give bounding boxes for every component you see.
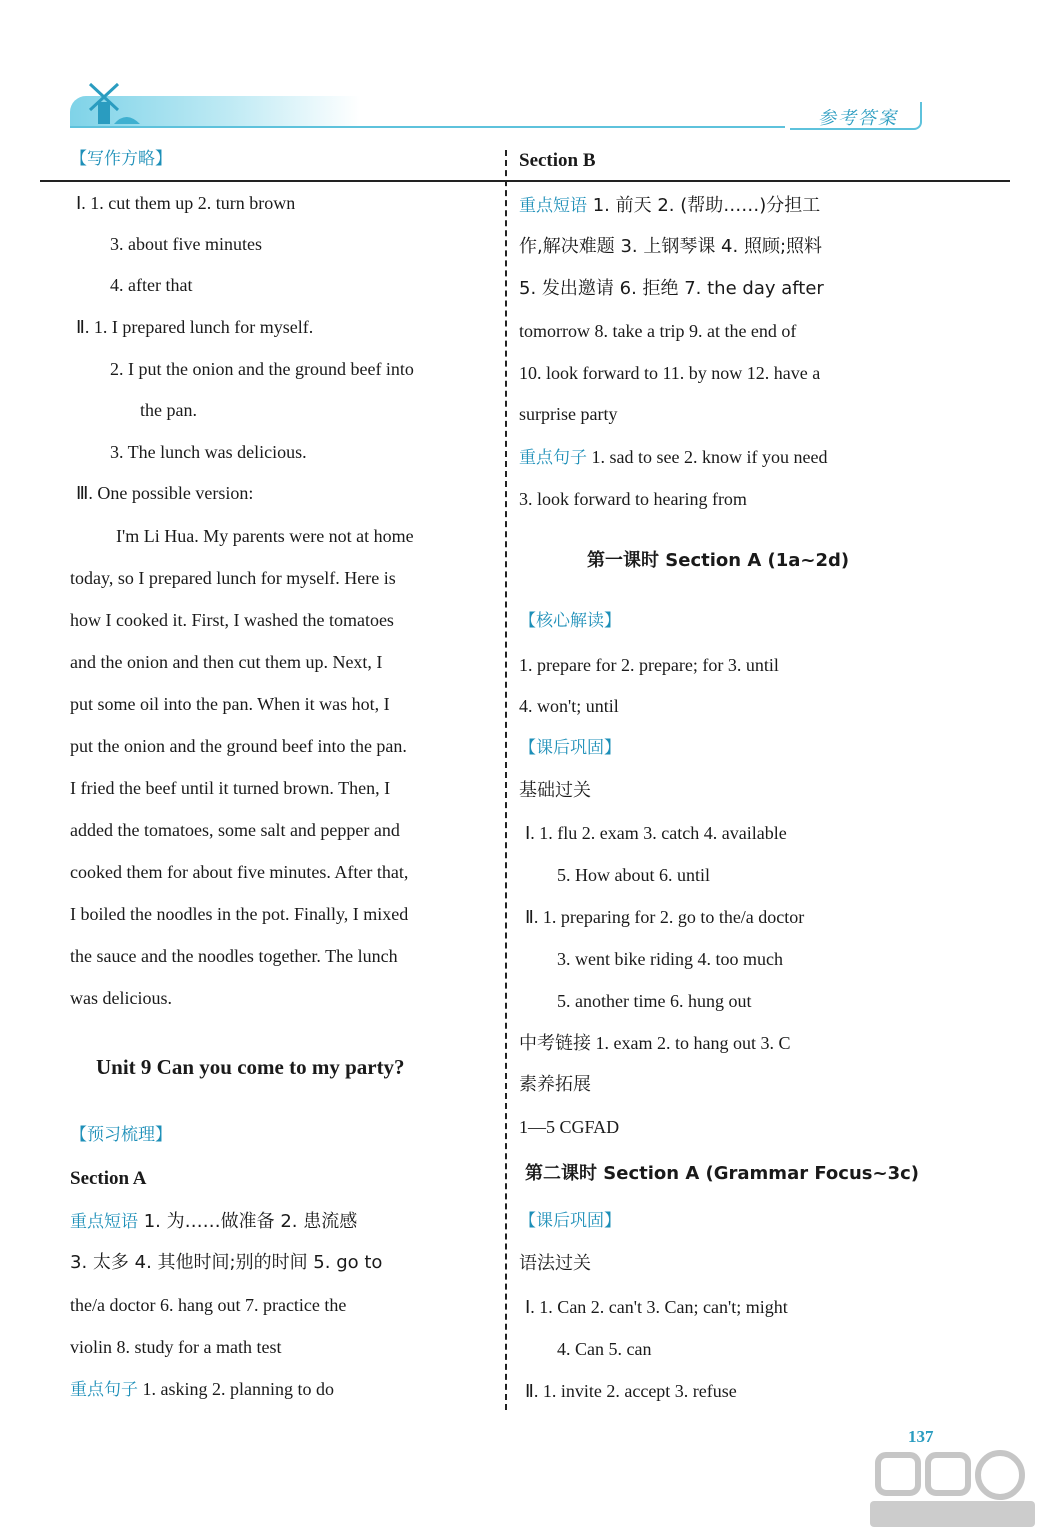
key-phrases-line: tomorrow 8. take a trip 9. at the end of: [519, 321, 797, 341]
column-top-rule: [40, 180, 1010, 182]
answer-line: 4. after that: [110, 275, 193, 295]
answer-line: 5. How about 6. until: [557, 865, 710, 885]
key-phrases-tag: 重点短语: [70, 1212, 138, 1232]
column-divider: [505, 150, 507, 1410]
key-phrases-line: 作,解决难题 3. 上钢琴课 4. 照顾;照料: [519, 236, 823, 257]
literacy-heading: 素养拓展: [519, 1074, 591, 1095]
answer-line: Ⅱ. 1. I prepared lunch for myself.: [76, 317, 314, 337]
answer-line: Ⅲ. One possible version:: [76, 483, 254, 503]
answer-line: 1—5 CGFAD: [519, 1117, 620, 1137]
answer-line: 3. went bike riding 4. too much: [557, 949, 783, 969]
essay-line: I'm Li Hua. My parents were not at home: [116, 526, 414, 546]
answer-line: 2. I put the onion and the ground beef into: [110, 359, 414, 379]
essay-line: I boiled the noodles in the pot. Finally, I mixed: [70, 904, 409, 924]
key-sentences-tag: 重点句子: [519, 448, 587, 468]
key-sentences-line: [519, 444, 827, 471]
essay-line: I fried the beef until it turned brown. Then, I: [70, 778, 391, 798]
essay-line: put the onion and the ground beef into the pan.: [70, 736, 407, 756]
answer-line: Ⅱ. 1. invite 2. accept 3. refuse: [525, 1381, 737, 1401]
key-sentences-text: 1. sad to see 2. know if you need: [587, 447, 828, 467]
essay-line: and the onion and then cut them up. Next, I: [70, 652, 383, 672]
windmill-icon: [78, 80, 148, 128]
lesson-2-title: 第二课时 Section A (Grammar Focus~3c): [525, 1163, 919, 1184]
page-number: 137: [908, 1427, 934, 1446]
answer-line: 3. about five minutes: [110, 234, 262, 254]
exam-link-text: 1. exam 2. to hang out 3. C: [591, 1033, 791, 1053]
answer-line: 5. another time 6. hung out: [557, 991, 752, 1011]
exam-link-label: 中考链接: [519, 1033, 591, 1054]
key-phrases-line: the/a doctor 6. hang out 7. practice the: [70, 1295, 347, 1315]
grammar-heading: 语法过关: [519, 1253, 591, 1274]
key-sentences-line: 3. look forward to hearing from: [519, 489, 747, 509]
writing-section-tag: 【写作方略】: [70, 149, 172, 169]
section-b-heading: Section B: [519, 150, 596, 171]
essay-line: added the tomatoes, some salt and pepper and: [70, 820, 400, 840]
key-phrases-tag: 重点短语: [519, 196, 587, 216]
exam-link-line: [519, 1030, 790, 1057]
watermark-logo-icon: [860, 1445, 1040, 1530]
key-phrases-text: 1. 前天 2. (帮助……)分担工: [587, 195, 821, 216]
after-class-tag: 【课后巩固】: [519, 1211, 621, 1231]
key-phrases-line: 3. 太多 4. 其他时间;别的时间 5. go to: [70, 1252, 383, 1273]
unit-title: Unit 9 Can you come to my party?: [96, 1055, 405, 1079]
answer-line: 4. Can 5. can: [557, 1339, 652, 1359]
answer-key-label: 参考答案: [818, 108, 898, 129]
answer-line: 1. prepare for 2. prepare; for 3. until: [519, 655, 779, 675]
key-sentences-tag: 重点句子: [70, 1380, 138, 1400]
essay-line: put some oil into the pan. When it was hot, I: [70, 694, 390, 714]
answer-line: 3. The lunch was delicious.: [110, 442, 307, 462]
key-phrases-line: 10. look forward to 11. by now 12. have a: [519, 363, 821, 383]
essay-line: cooked them for about five minutes. After that,: [70, 862, 409, 882]
answer-line: the pan.: [140, 400, 197, 420]
key-phrases-line: surprise party: [519, 404, 618, 424]
key-phrases-line: 5. 发出邀请 6. 拒绝 7. the day after: [519, 278, 824, 299]
answer-line: Ⅰ. 1. Can 2. can't 3. Can; can't; might: [525, 1297, 788, 1317]
answer-line: Ⅱ. 1. preparing for 2. go to the/a doctor: [525, 907, 805, 927]
essay-line: how I cooked it. First, I washed the tomatoes: [70, 610, 394, 630]
core-section-tag: 【核心解读】: [519, 611, 621, 631]
essay-line: today, so I prepared lunch for myself. Here is: [70, 568, 396, 588]
answer-line: 4. won't; until: [519, 696, 619, 716]
key-sentences-line: [70, 1376, 334, 1403]
key-phrases-text: 1. 为……做准备 2. 患流感: [138, 1211, 358, 1232]
section-a-heading: Section A: [70, 1168, 147, 1189]
answer-line: Ⅰ. 1. cut them up 2. turn brown: [76, 193, 296, 213]
header-rule: [70, 126, 785, 128]
key-sentences-text: 1. asking 2. planning to do: [138, 1379, 334, 1399]
key-phrases-line: violin 8. study for a math test: [70, 1337, 282, 1357]
essay-line: was delicious.: [70, 988, 172, 1008]
preview-section-tag: 【预习梳理】: [70, 1125, 172, 1145]
key-phrases-line: [519, 192, 820, 219]
answer-line: Ⅰ. 1. flu 2. exam 3. catch 4. available: [525, 823, 787, 843]
lesson-1-title: 第一课时 Section A (1a~2d): [587, 550, 850, 571]
after-class-tag: 【课后巩固】: [519, 738, 621, 758]
key-phrases-line: [70, 1208, 357, 1235]
answer-key-tag: [790, 102, 922, 130]
basic-heading: 基础过关: [519, 780, 591, 801]
essay-line: the sauce and the noodles together. The lunch: [70, 946, 398, 966]
